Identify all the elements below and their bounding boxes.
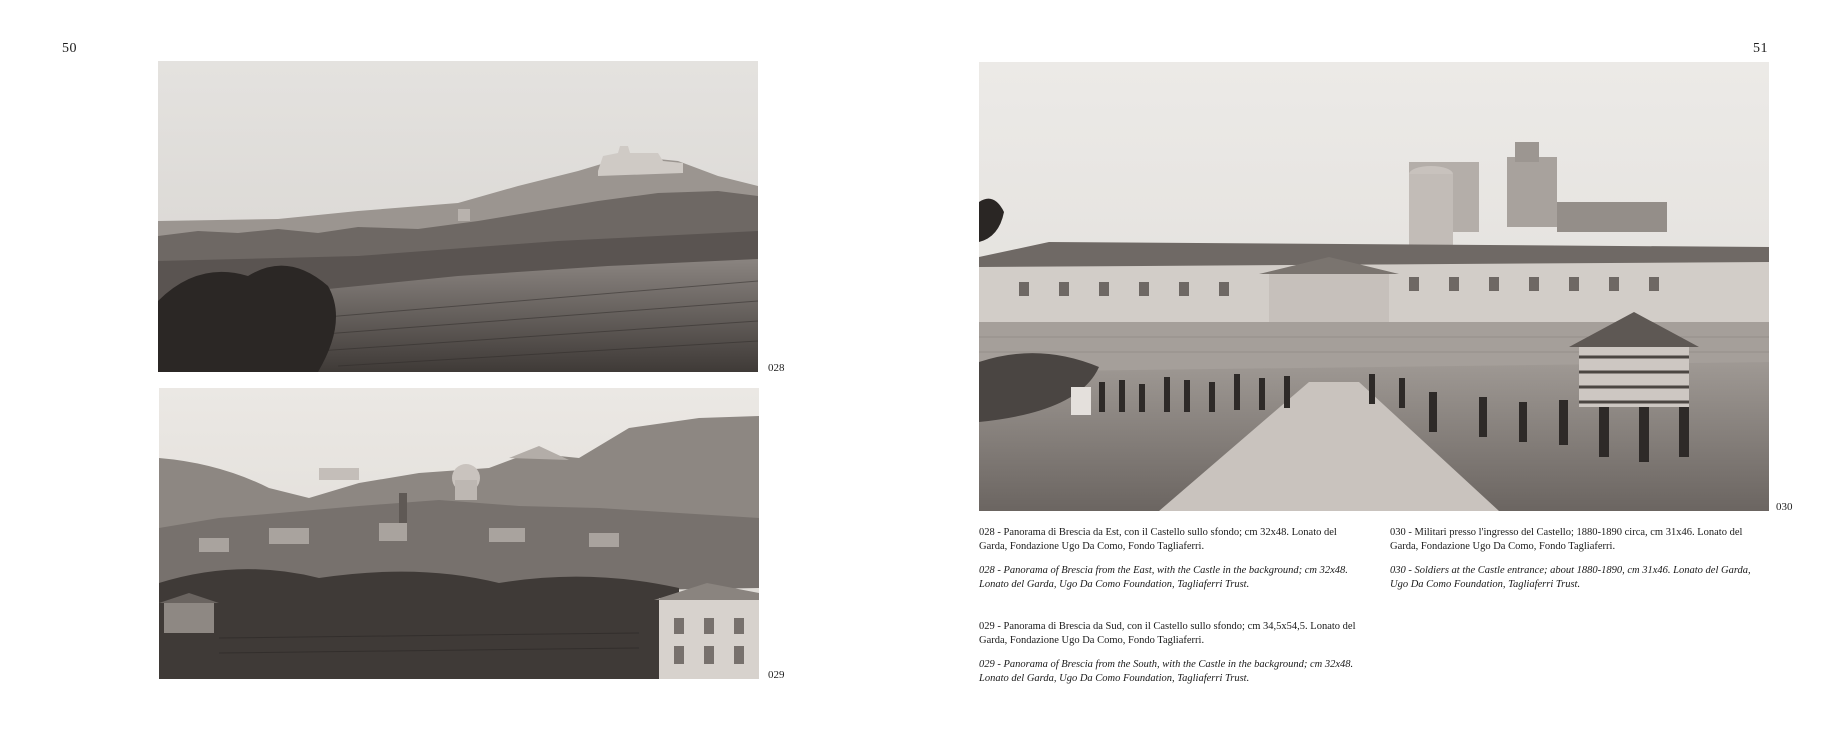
- caption-029-english: 029 - Panorama of Brescia from the South, with the Castle in the background; cm 32x48. Lonato del Garda, Ugo Da Como Foundation, Tagliaferri Trust.: [979, 659, 1354, 684]
- caption-028: [979, 526, 1359, 592]
- caption-028-english: 028 - Panorama of Brescia from the East, with the Castle in the background; cm 32x48. Lonato del Garda, Ugo Da Como Foundation, Tagliaferri Trust.: [979, 565, 1348, 590]
- figure-number-028: 028: [768, 362, 785, 374]
- caption-029-italian: 029 - Panorama di Brescia da Sud, con il Castello sullo sfondo; cm 34,5x54,5. Lonato del Garda, Fondazione Ugo Da Como, Fondo Tagliaferri.: [979, 621, 1356, 646]
- caption-030-italian: 030 - Militari presso l'ingresso del Castello; 1880-1890 circa, cm 31x46. Lonato del Garda, Fondazione Ugo Da Como, Fondo Tagliaferri.: [1390, 527, 1743, 552]
- page-number-left: 50: [62, 41, 77, 56]
- photo-029-panorama-south: [159, 388, 759, 679]
- caption-029: [979, 620, 1359, 686]
- page-number-right: 51: [1753, 41, 1768, 56]
- caption-030: [1390, 526, 1760, 592]
- figure-number-029: 029: [768, 669, 785, 681]
- figure-number-030: 030: [1776, 501, 1793, 513]
- photo-030-soldiers-castle-entrance: [979, 62, 1769, 511]
- caption-028-italian: 028 - Panorama di Brescia da Est, con il Castello sullo sfondo; cm 32x48. Lonato del Garda, Fondazione Ugo Da Como, Fondo Tagliaferri.: [979, 527, 1337, 552]
- photo-028-panorama-east: [158, 61, 758, 372]
- caption-030-english: 030 - Soldiers at the Castle entrance; about 1880-1890, cm 31x46. Lonato del Garda, Ugo Da Como Foundation, Tagliaferri Trust.: [1390, 565, 1751, 590]
